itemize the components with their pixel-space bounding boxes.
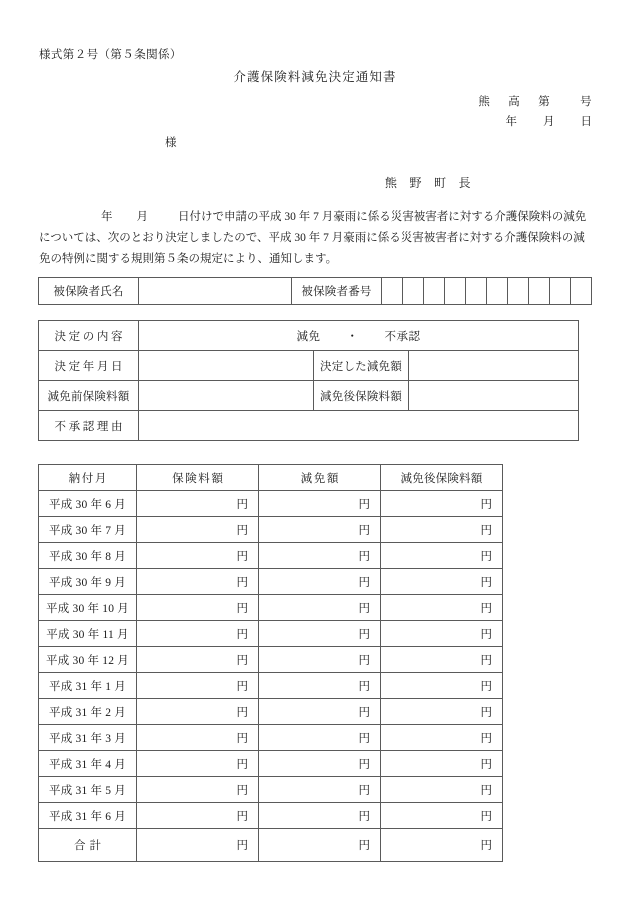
table-row	[39, 725, 503, 751]
insured-number-box[interactable]	[571, 278, 592, 305]
insured-number-box[interactable]	[550, 278, 571, 305]
body-paragraph	[39, 207, 591, 270]
payment-after-cell[interactable]: 円	[381, 543, 503, 569]
table-total-row	[39, 829, 503, 862]
insured-number-box[interactable]	[487, 278, 508, 305]
document-number-line	[478, 93, 592, 109]
doc-number-prefix: 熊	[478, 96, 491, 108]
payment-reduction-cell[interactable]: 円	[259, 647, 381, 673]
payment-premium-cell[interactable]: 円	[137, 751, 259, 777]
decision-content-value[interactable]	[139, 321, 579, 351]
table-row	[39, 517, 503, 543]
payment-column-header: 納付月	[39, 465, 137, 491]
premium-after-value[interactable]	[409, 381, 579, 411]
decided-reduction-amount-label: 決定した減免額	[314, 351, 409, 381]
payment-total-after-cell[interactable]: 円	[381, 829, 503, 862]
premium-after-label: 減免後保険料額	[314, 381, 409, 411]
payment-premium-cell[interactable]: 円	[137, 569, 259, 595]
decision-option-rejected: 不承認	[384, 330, 421, 343]
body-line-3: 例に関する規則第５条の規定により、通知します。	[73, 253, 338, 265]
premium-before-label: 減免前保険料額	[39, 381, 139, 411]
issuer-char-1: 熊	[385, 176, 398, 190]
decision-separator-dot: ・	[346, 330, 359, 343]
decision-date-label: 決定年月日	[39, 351, 139, 381]
payment-total-reduction-cell[interactable]: 円	[259, 829, 381, 862]
payment-total-label: 合計	[39, 829, 137, 862]
payment-premium-cell[interactable]: 円	[137, 699, 259, 725]
doc-number-mid: 高	[508, 96, 521, 108]
payment-reduction-cell[interactable]: 円	[259, 751, 381, 777]
payment-column-header: 減免後保険料額	[381, 465, 503, 491]
rejection-reason-label: 不承認理由	[39, 411, 139, 441]
table-row	[39, 751, 503, 777]
payment-reduction-cell[interactable]: 円	[259, 699, 381, 725]
document-date-line	[506, 113, 593, 129]
decided-reduction-amount-value[interactable]	[409, 351, 579, 381]
payment-reduction-cell[interactable]: 円	[259, 491, 381, 517]
table-row	[39, 543, 503, 569]
payment-premium-cell[interactable]: 円	[137, 543, 259, 569]
payment-after-cell[interactable]: 円	[381, 595, 503, 621]
table-row	[39, 381, 579, 411]
insured-number-box[interactable]	[508, 278, 529, 305]
payment-reduction-cell[interactable]: 円	[259, 621, 381, 647]
table-row	[39, 569, 503, 595]
issuer-char-4: 長	[458, 176, 472, 190]
payment-total-premium-cell[interactable]: 円	[137, 829, 259, 862]
payment-month-label: 平成 31 年 2 月	[39, 699, 137, 725]
payment-reduction-cell[interactable]: 円	[259, 569, 381, 595]
payment-month-label: 平成 31 年 5 月	[39, 777, 137, 803]
table-row	[39, 803, 503, 829]
payment-column-header: 減免額	[259, 465, 381, 491]
premium-before-value[interactable]	[139, 381, 314, 411]
table-row	[39, 621, 503, 647]
payment-reduction-cell[interactable]: 円	[259, 517, 381, 543]
form-code: 様式第２号（第５条関係）	[39, 49, 182, 61]
payment-reduction-cell[interactable]: 円	[259, 777, 381, 803]
table-row	[39, 351, 579, 381]
table-row	[39, 411, 579, 441]
date-day-label: 日	[580, 116, 592, 128]
payment-after-cell[interactable]: 円	[381, 725, 503, 751]
payment-month-label: 平成 31 年 4 月	[39, 751, 137, 777]
issuer-char-2: 野	[409, 176, 423, 190]
payment-reduction-cell[interactable]: 円	[259, 595, 381, 621]
payment-reduction-cell[interactable]: 円	[259, 803, 381, 829]
body-line-1: 日付けで申請の平成 30 年 7 月豪雨に係る災害被害者に対する介護保険料の減免につ	[39, 211, 587, 244]
table-header-row	[39, 465, 503, 491]
body-blank-year: 年	[101, 211, 113, 223]
payment-premium-cell[interactable]: 円	[137, 491, 259, 517]
decision-content-label: 決定の内容	[39, 321, 139, 351]
date-year-label: 年	[505, 116, 517, 128]
decision-option-reduction: 減免	[296, 330, 321, 343]
payment-table-body	[39, 491, 503, 829]
doc-number-dai: 第	[538, 96, 551, 108]
payment-after-cell[interactable]: 円	[381, 777, 503, 803]
payment-month-label: 平成 30 年 10 月	[39, 595, 137, 621]
payment-month-label: 平成 30 年 9 月	[39, 569, 137, 595]
addressee-honorific: 様	[165, 137, 177, 149]
payment-after-cell[interactable]: 円	[381, 491, 503, 517]
payment-schedule-table	[38, 464, 503, 862]
insured-number-box[interactable]	[424, 278, 445, 305]
payment-column-header: 保険料額	[137, 465, 259, 491]
payment-premium-cell[interactable]: 円	[137, 517, 259, 543]
rejection-reason-value[interactable]	[139, 411, 579, 441]
payment-month-label: 平成 30 年 11 月	[39, 621, 137, 647]
table-row	[39, 699, 503, 725]
issuer-char-3: 町	[434, 176, 447, 190]
payment-premium-cell[interactable]: 円	[137, 595, 259, 621]
payment-after-cell[interactable]: 円	[381, 699, 503, 725]
issuer-name	[385, 174, 471, 191]
table-row	[39, 673, 503, 699]
table-row	[39, 595, 503, 621]
payment-reduction-cell[interactable]: 円	[259, 725, 381, 751]
payment-month-label: 平成 30 年 7 月	[39, 517, 137, 543]
table-row	[39, 647, 503, 673]
payment-after-cell[interactable]: 円	[381, 517, 503, 543]
payment-premium-cell[interactable]: 円	[137, 621, 259, 647]
payment-month-label: 平成 30 年 6 月	[39, 491, 137, 517]
payment-month-label: 平成 30 年 8 月	[39, 543, 137, 569]
decision-date-value[interactable]	[139, 351, 314, 381]
insured-number-box[interactable]	[445, 278, 466, 305]
payment-reduction-cell[interactable]: 円	[259, 673, 381, 699]
payment-after-cell[interactable]: 円	[381, 569, 503, 595]
table-row	[39, 321, 579, 351]
payment-month-label: 平成 31 年 1 月	[39, 673, 137, 699]
payment-premium-cell[interactable]: 円	[137, 673, 259, 699]
payment-month-label: 平成 31 年 6 月	[39, 803, 137, 829]
payment-premium-cell[interactable]: 円	[137, 647, 259, 673]
payment-month-label: 平成 31 年 3 月	[39, 725, 137, 751]
insured-person-table	[38, 277, 592, 305]
doc-number-suffix: 号	[580, 96, 592, 108]
insured-number-box[interactable]	[403, 278, 424, 305]
insured-number-box[interactable]	[529, 278, 550, 305]
payment-after-cell[interactable]: 円	[381, 673, 503, 699]
insured-number-box[interactable]	[382, 278, 403, 305]
payment-premium-cell[interactable]: 円	[137, 803, 259, 829]
payment-after-cell[interactable]: 円	[381, 647, 503, 673]
payment-premium-cell[interactable]: 円	[137, 725, 259, 751]
payment-after-cell[interactable]: 円	[381, 751, 503, 777]
table-row	[39, 491, 503, 517]
table-row	[39, 278, 592, 305]
insured-name-label: 被保険者氏名	[39, 278, 139, 305]
insured-name-value[interactable]	[139, 278, 292, 305]
page-title: 介護保険料減免決定通知書	[233, 70, 397, 84]
body-blank-month: 月	[136, 211, 148, 223]
insured-number-label: 被保険者番号	[292, 278, 382, 305]
table-row	[39, 777, 503, 803]
date-month-label: 月	[543, 116, 555, 128]
payment-table-total	[39, 829, 503, 862]
payment-month-label: 平成 30 年 12 月	[39, 647, 137, 673]
payment-after-cell[interactable]: 円	[381, 803, 503, 829]
body-line-2: いては、次のとおり決定しましたので、平成 30 年 7 月豪雨に係る災害被害者に対する介護保険料の減免の特	[39, 232, 585, 265]
payment-after-cell[interactable]: 円	[381, 621, 503, 647]
decision-table	[38, 320, 579, 441]
payment-premium-cell[interactable]: 円	[137, 777, 259, 803]
payment-reduction-cell[interactable]: 円	[259, 543, 381, 569]
insured-number-box[interactable]	[466, 278, 487, 305]
payment-table-head	[39, 465, 503, 491]
